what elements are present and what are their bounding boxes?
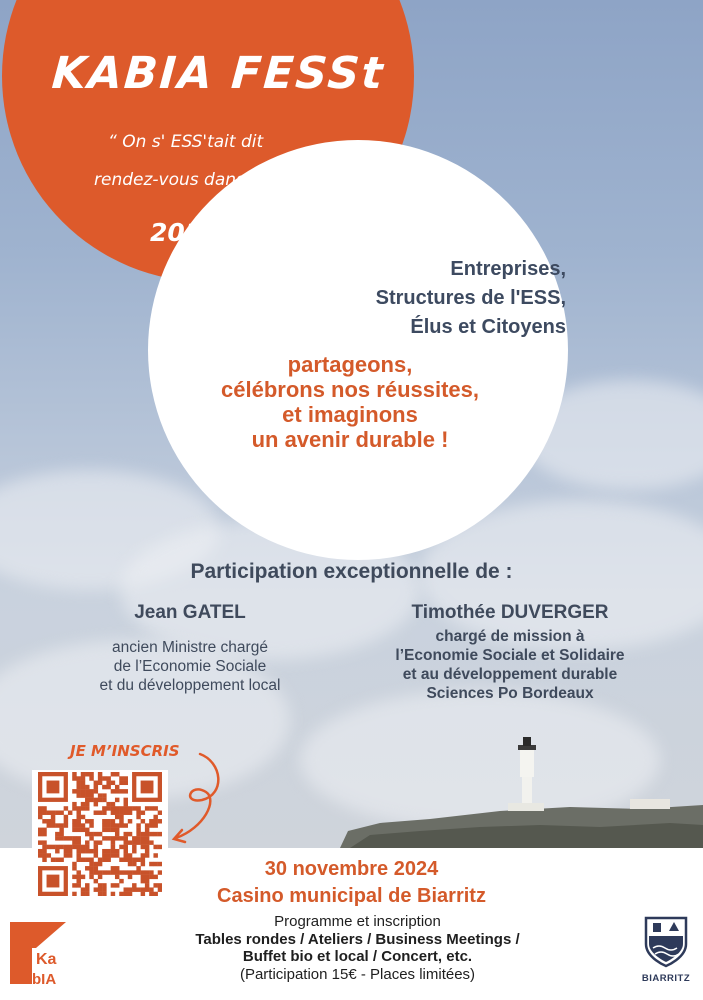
speaker-jean-gatel	[40, 602, 340, 695]
role-line: chargé de mission à	[435, 628, 585, 645]
kabia-logo-text-1: Ka	[36, 951, 57, 968]
speaker-name: Jean GATEL	[134, 602, 246, 623]
kabia-logo-text-2: bIA	[32, 971, 57, 988]
role-line: Sciences Po Bordeaux	[426, 685, 594, 702]
event-venue: Casino municipal de Biarritz	[217, 885, 486, 907]
event-title: KABIA FESSt	[50, 48, 387, 99]
callout-message	[200, 352, 500, 452]
audience-line: Structures de l'ESS,	[375, 287, 566, 309]
activities-line: Buffet bio et local / Concert, etc.	[242, 948, 473, 965]
event-years: 2014-2024	[150, 218, 300, 247]
activities-line: Tables rondes / Ateliers / Business Meetings /	[195, 930, 520, 948]
event-info	[80, 913, 635, 983]
curved-arrow-icon	[160, 752, 230, 847]
participation-info: (Participation 15€ - Places limitées)	[239, 965, 476, 983]
audience-line: Entreprises,	[450, 258, 566, 280]
biarritz-logo	[632, 914, 700, 984]
callout-line: et imaginons	[282, 402, 418, 427]
program-label: Programme et inscription	[274, 913, 441, 930]
message-circle	[148, 140, 568, 560]
role-line: de l’Economie Sociale	[113, 658, 267, 675]
speakers-heading: Participation exceptionnelle de :	[190, 560, 513, 583]
callout-line: partageons,	[287, 352, 413, 377]
speaker-role	[40, 638, 340, 695]
role-line: et au développement durable	[402, 666, 618, 683]
callout-line: célébrons nos réussites,	[221, 377, 479, 402]
event-date: 30 novembre 2024	[264, 858, 439, 880]
role-line: l’Economie Sociale et Solidaire	[395, 647, 625, 664]
tagline-line-2: rendez-vous dans 10 ans… ”	[94, 170, 339, 190]
register-label[interactable]: JE M’INSCRIS	[70, 742, 180, 760]
audience-line: Élus et Citoyens	[410, 316, 566, 338]
callout-line: un avenir durable !	[251, 427, 449, 452]
audience-list	[310, 255, 566, 342]
speaker-role	[330, 627, 690, 703]
biarritz-label: BIARRITZ	[641, 973, 691, 984]
biarritz-crest-icon	[641, 914, 691, 968]
role-line: ancien Ministre chargé	[112, 639, 268, 656]
tagline-line-1: “ On s' ESS'tait dit	[108, 132, 264, 152]
speaker-timothee-duverger	[330, 602, 690, 703]
kabia-logo	[6, 918, 76, 993]
lighthouse-illustration	[340, 735, 703, 848]
speaker-name: Timothée DUVERGER	[411, 602, 609, 623]
role-line: et du développement local	[99, 677, 281, 694]
